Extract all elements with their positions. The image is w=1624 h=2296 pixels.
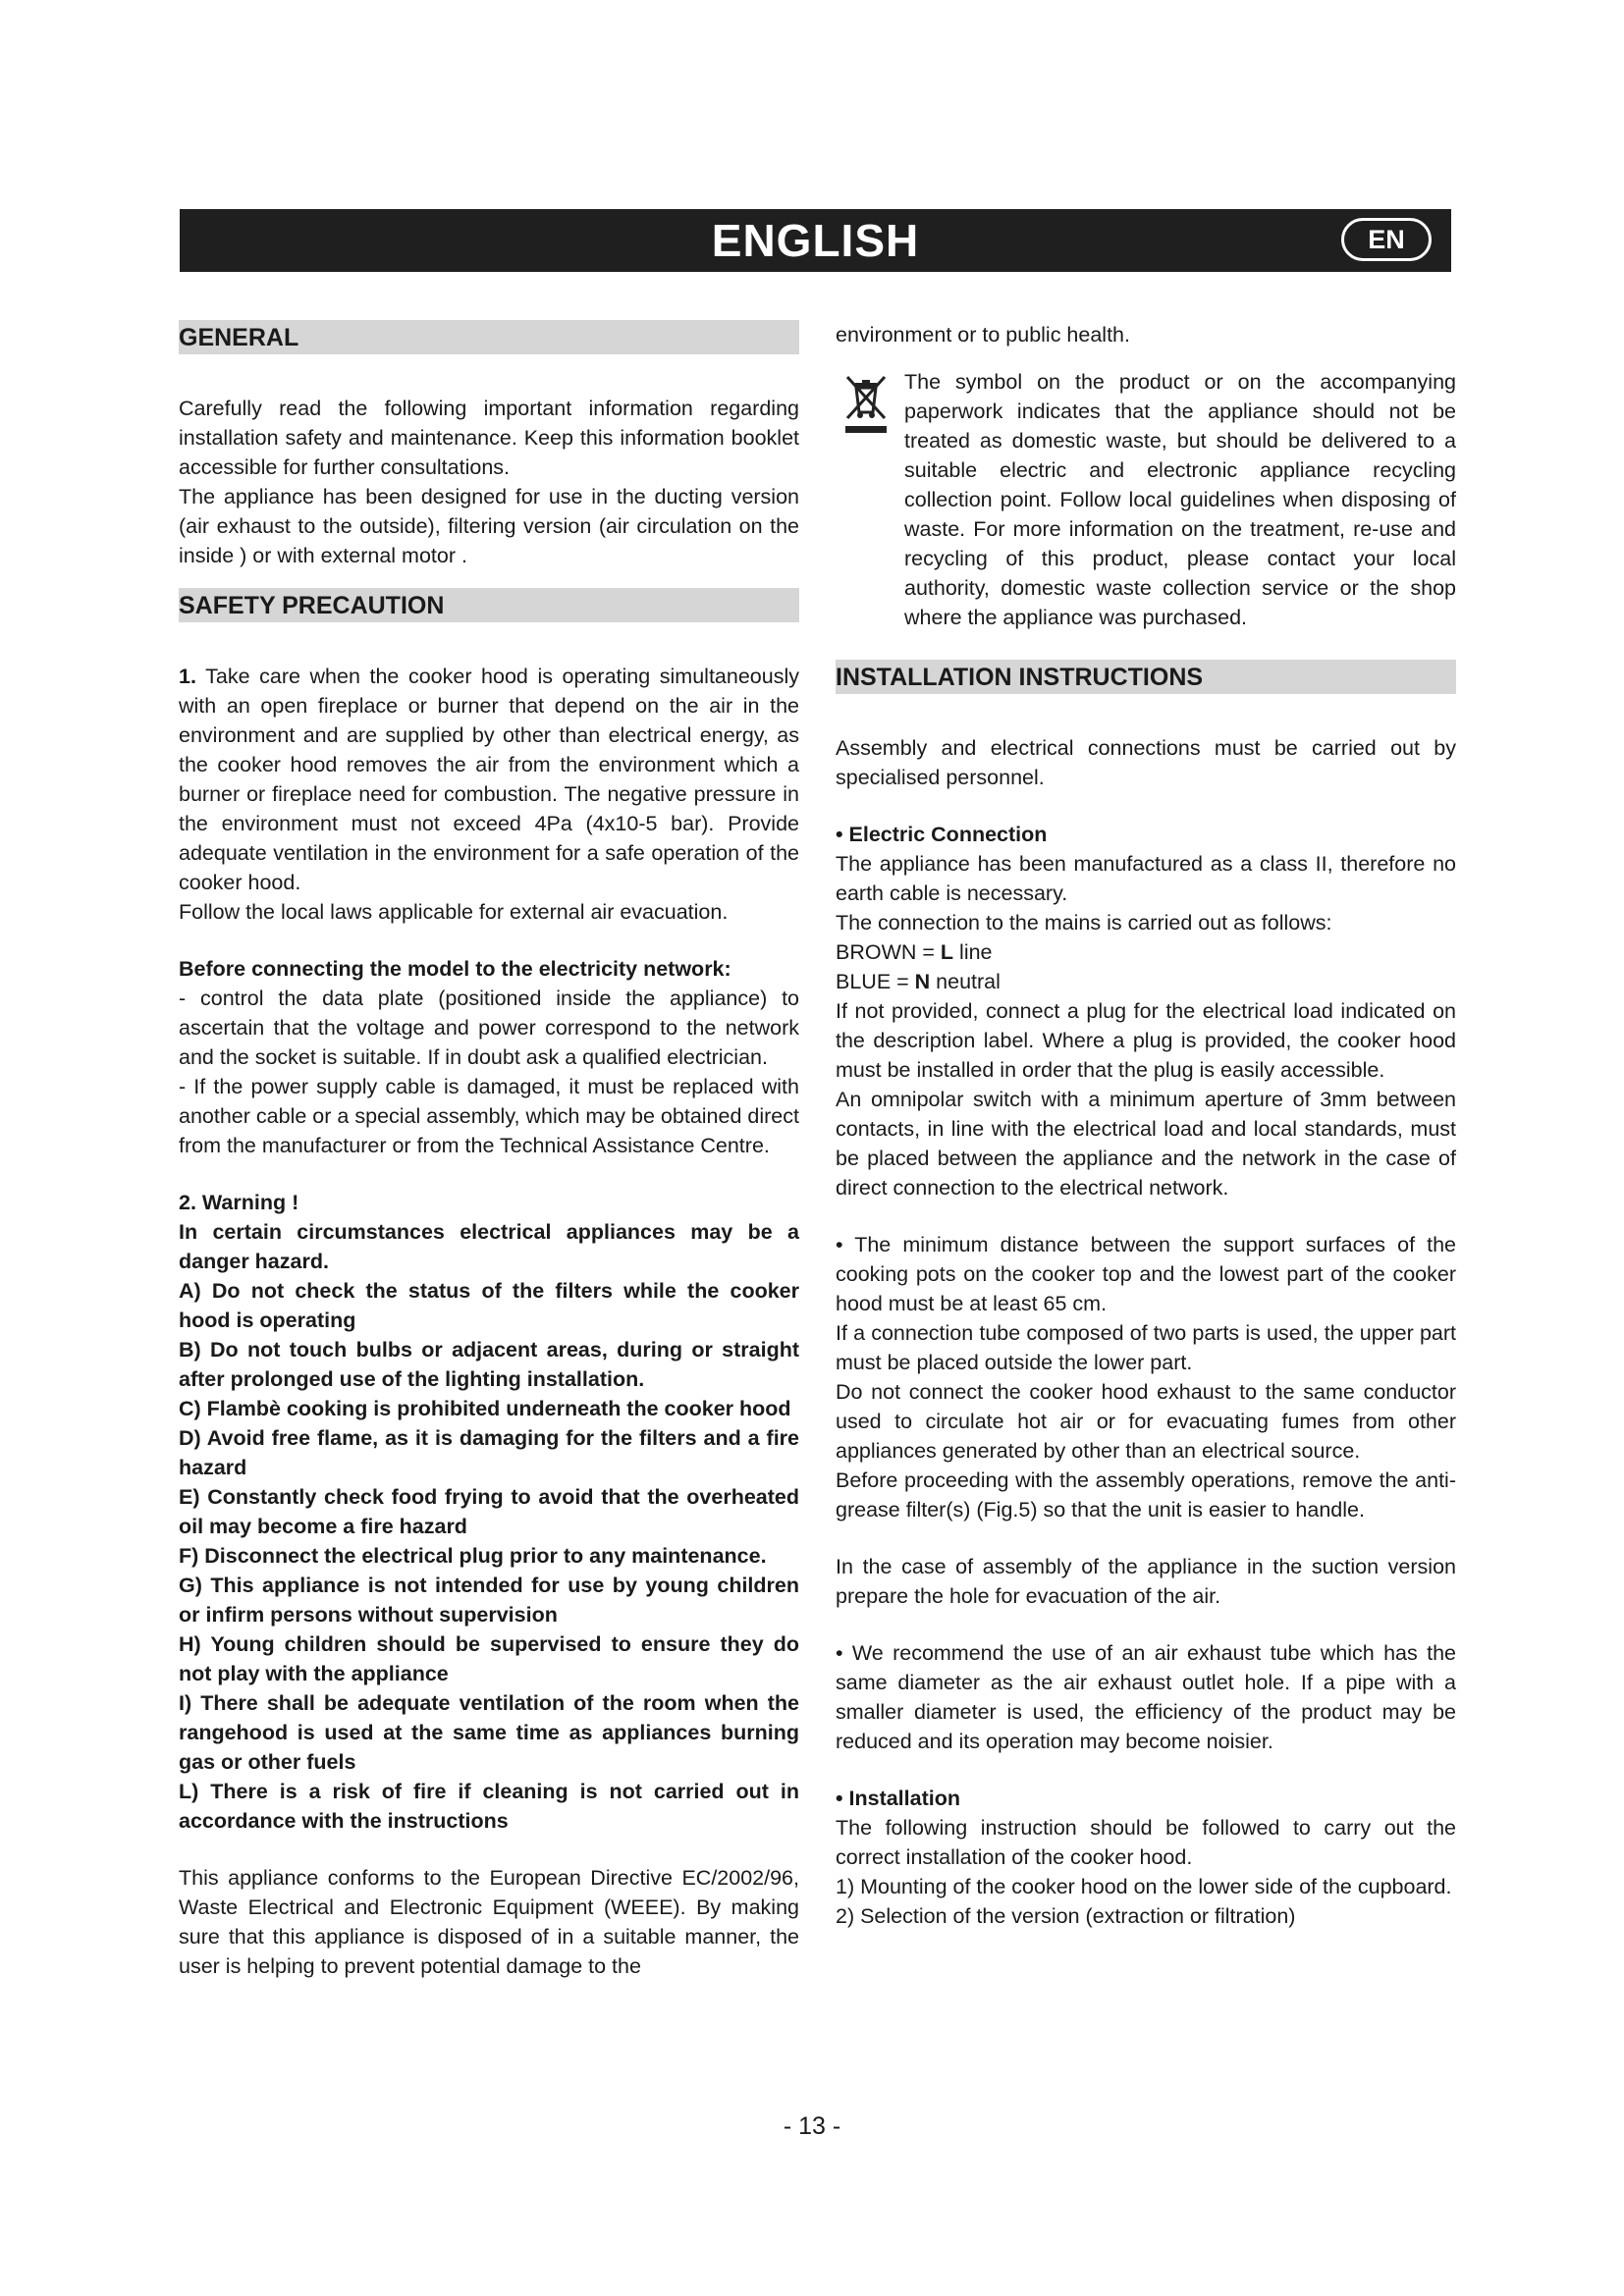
brown-prefix: BROWN = [836, 940, 941, 964]
brown-wire-line [836, 937, 1456, 967]
page-number: - 13 - [783, 2112, 841, 2140]
installation-step-1: 1) Mounting of the cooker hood on the lower side of the cupboard. [836, 1875, 1452, 1898]
warning-title: 2. Warning ! [179, 1191, 299, 1214]
language-banner [180, 209, 1451, 272]
warning-item-b: B) Do not touch bulbs or adjacent areas, during or straight after prolonged use of the lighting installation. [179, 1338, 799, 1391]
installation-paragraph-1: The following instruction should be followed to carry out the correct installation of the cooker hood. [836, 1816, 1456, 1869]
safety-item-1 [179, 662, 799, 897]
weee-symbol-paragraph: The symbol on the product or on the accompanying paperwork indicates that the appliance should not be treated as domestic waste, but should be delivered to a suitable electric and electronic appliance recycling collection point. Follow local guidelines when disposing of waste. For more information on the treatment, re-use and recycling of this product, please contact your local authority, domestic waste collection service or the shop where the appliance was purchased. [904, 370, 1456, 629]
connection-tube-paragraph: If a connection tube composed of two parts is used, the upper part must be placed outside the lower part. [836, 1321, 1456, 1374]
banner-title: ENGLISH [711, 215, 920, 266]
warning-item-i: I) There shall be adequate ventilation of the room when the rangehood is used at the same time as appliances burning gas or other fuels [179, 1691, 799, 1774]
blue-prefix: BLUE = [836, 970, 915, 993]
installation-title: • Installation [836, 1787, 960, 1810]
before-connecting-heading: Before connecting the model to the electricity network: [179, 957, 731, 981]
weee-paragraph: This appliance conforms to the European Directive EC/2002/96, Waste Electrical and Electronic Equipment (WEEE). By making sure that this appliance is disposed of in a suitable manner, the user is helping to prevent potential damage to the [179, 1866, 799, 1978]
electric-paragraph-4: An omnipolar switch with a minimum aperture of 3mm between contacts, in line with the electrical load and local standards, must be placed between the appliance and the network in the case of direct connection to the electrical network. [836, 1088, 1456, 1200]
warning-item-d: D) Avoid free flame, as it is damaging for the filters and a fire hazard [179, 1426, 799, 1479]
warning-item-e: E) Constantly check food frying to avoid that the overheated oil may become a fire hazard [179, 1485, 799, 1538]
installation-step-2: 2) Selection of the version (extraction or filtration) [836, 1904, 1296, 1928]
filter-removal-paragraph: Before proceeding with the assembly operations, remove the anti-grease filter(s) (Fig.5) so that the unit is easier to handle. [836, 1468, 1456, 1522]
general-paragraph-2: The appliance has been designed for use in the ducting version (air exhaust to the outside), filtering version (air circulation on the inside ) or with external motor . [179, 485, 799, 567]
language-badge: EN [1341, 218, 1432, 261]
electric-paragraph-2: The connection to the mains is carried out as follows: [836, 911, 1332, 934]
general-paragraph-1: Carefully read the following important information regarding installation safety and maintenance. Keep this information booklet accessible for further consultations. [179, 397, 799, 479]
installation-heading: INSTALLATION INSTRUCTIONS [836, 660, 1456, 694]
safety-item-1-text: Take care when the cooker hood is operating simultaneously with an open fireplace or burner that depend on the air in the environment and are supplied by other than electrical energy, as the cooker hood removes the air from the environment which a burner or fireplace need for combustion. The negative pressure in the environment must not exceed 4Pa (4x10-5 bar). Provide adequate ventilation in the environment for a safe operation of the cooker hood. [179, 665, 799, 894]
crossed-bin-icon [841, 373, 891, 434]
blue-wire-line [836, 967, 1456, 996]
electric-paragraph-1: The appliance has been manufactured as a class II, therefore no earth cable is necessary. [836, 852, 1456, 905]
brown-letter: L [940, 940, 954, 964]
local-laws-note: Follow the local laws applicable for external air evacuation. [179, 900, 729, 924]
safety-item-1-number: 1. [179, 665, 196, 688]
electric-connection-title: • Electric Connection [836, 823, 1048, 846]
warning-intro: In certain circumstances electrical appliances may be a danger hazard. [179, 1220, 799, 1273]
warning-item-f: F) Disconnect the electrical plug prior to any maintenance. [179, 1544, 767, 1568]
suction-version-paragraph: In the case of assembly of the appliance in the suction version prepare the hole for evacuation of the air. [836, 1555, 1456, 1608]
warning-item-h: H) Young children should be supervised to ensure they do not play with the appliance [179, 1632, 799, 1685]
warning-item-g: G) This appliance is not intended for use by young children or infirm persons without supervision [179, 1574, 799, 1627]
warning-item-c: C) Flambè cooking is prohibited underneath the cooker hood [179, 1397, 791, 1420]
before-connecting-paragraph-2: - If the power supply cable is damaged, it must be replaced with another cable or a special assembly, which may be obtained direct from the manufacturer or from the Technical Assistance Centre. [179, 1075, 799, 1157]
warning-item-a: A) Do not check the status of the filters while the cooker hood is operating [179, 1279, 799, 1332]
general-heading: GENERAL [179, 320, 799, 354]
weee-symbol-block [836, 367, 1456, 632]
brown-suffix: line [953, 940, 993, 964]
exhaust-tube-paragraph: • We recommend the use of an air exhaust tube which has the same diameter as the air exhaust outlet hole. If a pipe with a smaller diameter is used, the efficiency of the product may be reduced and its operation may become noisier. [836, 1641, 1456, 1753]
blue-suffix: neutral [930, 970, 1001, 993]
warning-item-l: L) There is a risk of fire if cleaning is not carried out in accordance with the instructions [179, 1780, 799, 1833]
electric-paragraph-3: If not provided, connect a plug for the electrical load indicated on the description label. Where a plug is provided, the cooker hood must be installed in order that the plug is easily accessible. [836, 999, 1456, 1082]
blue-letter: N [914, 970, 931, 993]
right-column [836, 320, 1456, 1931]
weee-continuation: environment or to public health. [836, 323, 1130, 347]
safety-heading: SAFETY PRECAUTION [179, 588, 799, 622]
exhaust-conductor-paragraph: Do not connect the cooker hood exhaust to the same conductor used to circulate hot air or for evacuating fumes from other appliances generated by other than an electrical source. [836, 1380, 1456, 1463]
minimum-distance-paragraph: • The minimum distance between the support surfaces of the cooking pots on the cooker top and the lowest part of the cooker hood must be at least 65 cm. [836, 1233, 1456, 1315]
assembly-paragraph: Assembly and electrical connections must be carried out by specialised personnel. [836, 736, 1456, 789]
left-column [179, 320, 799, 1981]
before-connecting-paragraph-1: - control the data plate (positioned inside the appliance) to ascertain that the voltage and power correspond to the network and the socket is suitable. If in doubt ask a qualified electrician. [179, 987, 799, 1069]
